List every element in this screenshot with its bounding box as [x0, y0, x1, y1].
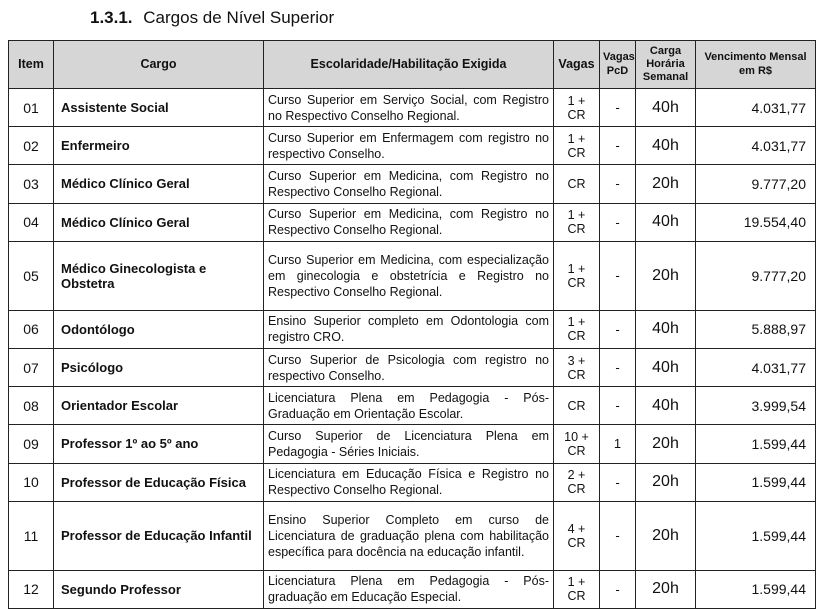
header-item: Item — [9, 41, 54, 89]
table-cell-carga: 20h — [636, 165, 696, 203]
header-escolaridade: Escolaridade/Habilitação Exigida — [264, 41, 554, 89]
table-cell-carga: 20h — [636, 425, 696, 463]
table-cell-carga: 40h — [636, 89, 696, 127]
table-cell-escolaridade: Curso Superior em Medicina, com Registro no Respectivo Conselho Regional. — [264, 203, 554, 241]
table-cell-item: 01 — [9, 89, 54, 127]
table-cell-cargo: Segundo Professor — [54, 570, 264, 608]
table-cell-cargo: Orientador Escolar — [54, 387, 264, 425]
table-row — [9, 310, 816, 348]
table-cell-cargo: Médico Clínico Geral — [54, 165, 264, 203]
table-cell-cargo: Enfermeiro — [54, 127, 264, 165]
table-row — [9, 425, 816, 463]
table-cell-escolaridade: Curso Superior de Licenciatura Plena em Pedagogia - Séries Iniciais. — [264, 425, 554, 463]
table-cell-cargo: Professor de Educação Infantil — [54, 501, 264, 570]
table-row — [9, 165, 816, 203]
table-cell-vagas: 1 + CR — [554, 89, 600, 127]
table-cell-cargo: Professor de Educação Física — [54, 463, 264, 501]
section-heading — [90, 8, 334, 28]
table-cell-vencimento: 1.599,44 — [696, 570, 816, 608]
table-cell-escolaridade: Licenciatura Plena em Pedagogia - Pós-graduação em Educação Especial. — [264, 570, 554, 608]
table-cell-carga: 40h — [636, 127, 696, 165]
table-cell-vagas: 2 + CR — [554, 463, 600, 501]
cargos-table — [8, 40, 816, 609]
table-cell-escolaridade: Licenciatura em Educação Física e Registro no Respectivo Conselho Regional. — [264, 463, 554, 501]
table-cell-vencimento: 1.599,44 — [696, 463, 816, 501]
table-cell-vencimento: 4.031,77 — [696, 348, 816, 386]
table-cell-vagas: CR — [554, 165, 600, 203]
table-cell-escolaridade: Ensino Superior Completo em curso de Licenciatura de graduação plena com habilitação específica para docência na educação infantil. — [264, 501, 554, 570]
section-title: Cargos de Nível Superior — [143, 8, 335, 27]
table-cell-vencimento: 19.554,40 — [696, 203, 816, 241]
table-cell-carga: 40h — [636, 310, 696, 348]
table-cell-escolaridade: Curso Superior em Serviço Social, com Registro no Respectivo Conselho Regional. — [264, 89, 554, 127]
table-cell-escolaridade: Licenciatura Plena em Pedagogia - Pós-Graduação em Orientação Escolar. — [264, 387, 554, 425]
table-cell-vagas-pcd: - — [600, 348, 636, 386]
table-cell-item: 02 — [9, 127, 54, 165]
table-cell-escolaridade: Curso Superior em Medicina, com Registro no Respectivo Conselho Regional. — [264, 165, 554, 203]
table-cell-item: 11 — [9, 501, 54, 570]
table-cell-carga: 20h — [636, 501, 696, 570]
table-cell-vencimento: 4.031,77 — [696, 127, 816, 165]
table-row — [9, 127, 816, 165]
table-body — [9, 89, 816, 609]
table-cell-vagas-pcd: - — [600, 570, 636, 608]
table-cell-vagas-pcd: - — [600, 241, 636, 310]
header-vagas: Vagas — [554, 41, 600, 89]
table-cell-vagas-pcd: 1 — [600, 425, 636, 463]
table-cell-vagas: CR — [554, 387, 600, 425]
table-row — [9, 89, 816, 127]
table-cell-escolaridade: Curso Superior em Enfermagem com registro no respectivo Conselho. — [264, 127, 554, 165]
table-cell-cargo: Médico Ginecologista e Obstetra — [54, 241, 264, 310]
header-vagas-pcd: Vagas PcD — [600, 41, 636, 89]
table-cell-cargo: Assistente Social — [54, 89, 264, 127]
table-cell-escolaridade: Curso Superior em Medicina, com especialização em ginecologia e obstetrícia e Registro no Respectivo Conselho Regional. — [264, 241, 554, 310]
table-cell-carga: 40h — [636, 348, 696, 386]
table-cell-vagas-pcd: - — [600, 501, 636, 570]
table-cell-escolaridade: Curso Superior de Psicologia com registro no respectivo Conselho. — [264, 348, 554, 386]
table-cell-vagas: 3 + CR — [554, 348, 600, 386]
table-cell-carga: 40h — [636, 387, 696, 425]
table-row — [9, 463, 816, 501]
table-row — [9, 348, 816, 386]
table-cell-vencimento: 9.777,20 — [696, 241, 816, 310]
table-cell-vagas: 1 + CR — [554, 241, 600, 310]
table-cell-vencimento: 1.599,44 — [696, 501, 816, 570]
table-cell-vagas: 1 + CR — [554, 310, 600, 348]
table-cell-vagas: 1 + CR — [554, 127, 600, 165]
header-carga: Carga Horária Semanal — [636, 41, 696, 89]
table-cell-vencimento: 9.777,20 — [696, 165, 816, 203]
table-cell-vencimento: 1.599,44 — [696, 425, 816, 463]
table-cell-carga: 20h — [636, 463, 696, 501]
table-row — [9, 387, 816, 425]
table-cell-vagas-pcd: - — [600, 310, 636, 348]
table-cell-vagas-pcd: - — [600, 203, 636, 241]
table-cell-vagas: 1 + CR — [554, 570, 600, 608]
table-cell-item: 05 — [9, 241, 54, 310]
table-cell-carga: 20h — [636, 570, 696, 608]
table-cell-item: 04 — [9, 203, 54, 241]
table-row — [9, 570, 816, 608]
table-cell-carga: 20h — [636, 241, 696, 310]
table-cell-cargo: Odontólogo — [54, 310, 264, 348]
table-cell-item: 08 — [9, 387, 54, 425]
table-row — [9, 241, 816, 310]
table-cell-vagas-pcd: - — [600, 387, 636, 425]
table-cell-vagas-pcd: - — [600, 463, 636, 501]
table-cell-item: 07 — [9, 348, 54, 386]
section-number: 1.3.1. — [90, 8, 133, 27]
table-cell-vagas-pcd: - — [600, 165, 636, 203]
table-cell-cargo: Psicólogo — [54, 348, 264, 386]
table-cell-vagas: 10 + CR — [554, 425, 600, 463]
table-cell-vagas: 1 + CR — [554, 203, 600, 241]
table-row — [9, 501, 816, 570]
table-cell-item: 09 — [9, 425, 54, 463]
table-cell-carga: 40h — [636, 203, 696, 241]
table-cell-vagas: 4 + CR — [554, 501, 600, 570]
table-cell-item: 03 — [9, 165, 54, 203]
table-cell-vencimento: 3.999,54 — [696, 387, 816, 425]
table-cell-cargo: Médico Clínico Geral — [54, 203, 264, 241]
table-cell-cargo: Professor 1º ao 5º ano — [54, 425, 264, 463]
header-vencimento: Vencimento Mensal em R$ — [696, 41, 816, 89]
table-cell-escolaridade: Ensino Superior completo em Odontologia com registro CRO. — [264, 310, 554, 348]
table-cell-item: 12 — [9, 570, 54, 608]
header-cargo: Cargo — [54, 41, 264, 89]
table-cell-vagas-pcd: - — [600, 127, 636, 165]
table-cell-item: 06 — [9, 310, 54, 348]
table-row — [9, 203, 816, 241]
table-cell-vencimento: 5.888,97 — [696, 310, 816, 348]
table-cell-item: 10 — [9, 463, 54, 501]
table-cell-vencimento: 4.031,77 — [696, 89, 816, 127]
table-cell-vagas-pcd: - — [600, 89, 636, 127]
table-header-row — [9, 41, 816, 89]
